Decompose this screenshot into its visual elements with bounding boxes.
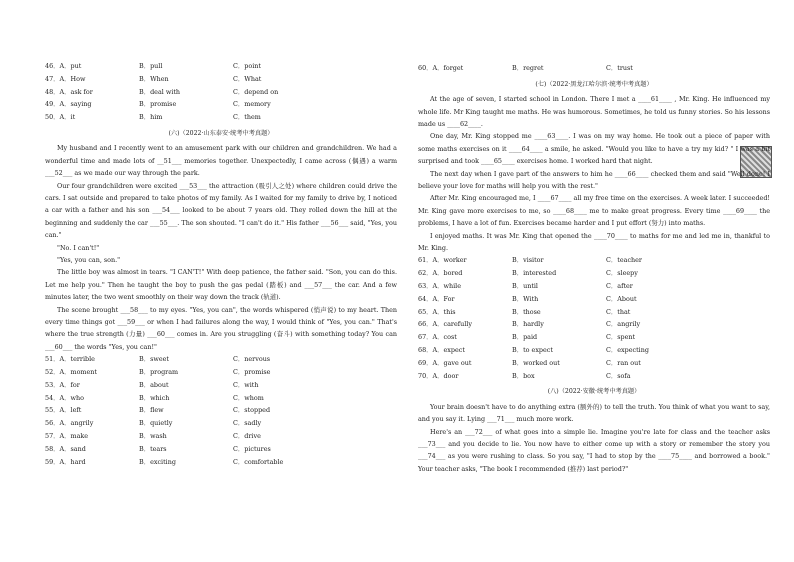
option-c: C．comfortable (233, 457, 284, 466)
option-c: C．that (606, 307, 631, 316)
option-c: C．What (233, 74, 262, 83)
option-a: 50．A．it (45, 113, 76, 122)
section-title-8: (八)（2022·安徽·统考中考真题） (547, 388, 641, 396)
options-list-51-59 (45, 353, 397, 468)
option-a: 55．A．left (45, 406, 82, 415)
option-a: 49．A．saying (45, 100, 92, 109)
option-a: 68．A．expect (418, 346, 465, 355)
option-b: B．pull (139, 62, 163, 70)
option-a: 54．A．who (45, 393, 84, 402)
options-list-61-70 (418, 254, 770, 382)
option-c: C．sadly (233, 419, 262, 428)
option-c: C．stopped (233, 406, 271, 415)
option-row (45, 392, 397, 405)
option-a: 62．A．bored (418, 269, 463, 278)
option-b: B．sweet (139, 355, 169, 364)
option-b: B．tears (139, 444, 167, 453)
option-row (45, 111, 397, 124)
option-row (418, 254, 770, 267)
option-c: C．memory (233, 100, 271, 109)
option-row (45, 73, 397, 86)
option-c: C．drive (233, 432, 261, 441)
option-a: 52．A．moment (45, 368, 97, 377)
option-b: B．which (139, 393, 170, 402)
option-c: C．after (606, 282, 633, 291)
option-row (45, 98, 397, 111)
option-row (418, 267, 770, 280)
option-c: C．teacher (606, 256, 642, 265)
passage-paragraph: "No. I can't!" (57, 243, 100, 252)
option-row (45, 430, 397, 443)
option-a: 63．A．while (418, 282, 461, 291)
option-b: B．With (512, 294, 539, 303)
option-b: B．program (139, 368, 179, 377)
passage-paragraph: Your brain doesn't have to do anything extra (额外的) to tell the truth. You think of what you want to say, and you say it. Lying ___71___ much more work. (418, 402, 770, 424)
option-row (45, 404, 397, 417)
option-a: 61．A．worker (418, 256, 467, 265)
option-b: B．flew (139, 406, 164, 415)
option-b: B．quietly (139, 419, 173, 428)
option-c: C．sofa (606, 371, 631, 380)
option-c: C．pictures (233, 444, 271, 453)
left-column (45, 60, 397, 468)
option-b: B．box (512, 371, 535, 380)
section-title-7: (七)（2022·黑龙江哈尔滨·统考中考真题） (535, 80, 653, 88)
option-row (45, 456, 397, 469)
option-b: B．deal with (139, 87, 181, 96)
option-c: C．them (233, 113, 261, 122)
option-a: 70．A．door (418, 371, 459, 380)
passage-8 (418, 401, 770, 475)
option-row (418, 280, 770, 293)
passage-paragraph: I enjoyed maths. It was Mr. King that opened the ____70____ to maths for me and led me in, thankful to Mr. King. (418, 231, 770, 253)
option-row (45, 60, 397, 73)
option-b: B．paid (512, 333, 538, 342)
option-b: B．him (139, 113, 163, 122)
passage-paragraph: The next day when I gave part of the answers to him he ____66____ checked them and said "Well done! I believe your love for maths will help you with the rest." (418, 169, 770, 191)
option-b: B．hardly (512, 320, 544, 329)
option-a: 64．A．For (418, 294, 455, 303)
option-row (45, 417, 397, 430)
option-a: 56．A．angrily (45, 419, 94, 428)
option-c: C．spent (606, 333, 636, 342)
option-b: B．promise (139, 100, 177, 109)
option-row (418, 344, 770, 357)
option-c: C．whom (233, 393, 264, 402)
option-row (45, 353, 397, 366)
option-c: C．promise (233, 368, 271, 377)
option-c: C．nervous (233, 355, 271, 364)
option-a: 57．A．make (45, 432, 89, 441)
right-column (418, 62, 770, 475)
option-b: B．interested (512, 269, 557, 278)
passage-paragraph: Our four grandchildren were excited ___53___ the attraction (吸引人之处) where children could drive the cars. I sat outside and prepared to take photos of my family. As I waited for my family to drive by, I noticed a car with a father and his son ___54___ looked to be about 7 years old. They rolled down the hill at the beginning and suddenly the car ___55___. The son shouted. "I can't do it." His father ___56___ said, "Yes, you can." (45, 181, 397, 240)
option-b: B．those (512, 307, 541, 316)
option-a: 51．A．terrible (45, 355, 95, 364)
option-a: 65．A．this (418, 307, 456, 316)
option-row (45, 86, 397, 99)
option-row (418, 331, 770, 344)
option-c: C．sleepy (606, 269, 638, 278)
option-c: C．expecting (606, 346, 649, 355)
option-a: 66．A．carefully (418, 320, 472, 329)
option-row (418, 318, 770, 331)
option-row-60: 60．A．forget B．regret C．trust (418, 64, 633, 72)
section-title-6: (六)（2022·山东泰安·统考中考真题） (168, 129, 274, 137)
passage-paragraph: Here's an ___72___ of what goes into a simple lie. Imagine you're late for class and the teacher asks ___73___ and you decide to lie. You now have to either come up with a story or remember the story you ___74___ as you were rushing to class. So you say, "I had to stop by the ____75____ and borrowed a book." Your teacher asks, "The book I recommended (推荐) last period?" (418, 427, 770, 473)
option-b: B．visitor (512, 256, 544, 265)
options-list-46-50 (45, 60, 397, 124)
option-row (45, 443, 397, 456)
option-c: C．angrily (606, 320, 641, 329)
option-b: B．worked out (512, 358, 560, 367)
option-b: B．When (139, 74, 169, 83)
passage-6 (45, 142, 397, 353)
option-b: B．until (512, 282, 538, 291)
option-row (45, 379, 397, 392)
option-row (418, 370, 770, 383)
option-c: C．point (233, 62, 261, 70)
option-b: B．exciting (139, 457, 176, 466)
option-a: 48．A．ask for (45, 87, 93, 96)
option-a: 46．A．put (45, 62, 82, 70)
passage-paragraph: After Mr. King encouraged me, I ____67____ all my free time on the exercises. A week later. I succeeded! Mr. King gave more exercises to me, so ____68____ me to make great progress. Every time ____69____ the problems, I have a lot of fun. Exercises became harder and I put effort (努力) into maths. (418, 194, 770, 228)
option-a: 53．A．for (45, 380, 80, 389)
option-row (45, 366, 397, 379)
passage-paragraph: One day, Mr. King stopped me ____63____. I was on my way home. He took out a piece of paper with some maths exercises on it ____64____ a smile, he asked. "Would you like to have a try my kid? " I was a bit surprised and took ____65____ exercises home. I worked hard that night. (418, 132, 770, 166)
option-b: B．wash (139, 432, 167, 441)
option-row (418, 357, 770, 370)
option-c: C．with (233, 380, 259, 389)
passage-paragraph: The scene brought ___58___ to my eyes. "Yes, you can", the words whispered (悄声说) to my heart. Then every time things got ___59___ or when I had failures along the way, I would think of "Yes, you can." That's where the true strength (力量) ___60___ comes in. Are you struggling (奋斗) with something today? You can ___60___ the words "Yes, you can!" (45, 305, 397, 351)
passage-paragraph: At the age of seven, I started school in London. There I met a ____61____ , Mr. King. He influenced my whole life. Mr King taught me maths. He was humorous. Sometimes, he told us funny stories. So his lessons made us ____62____. (418, 95, 770, 129)
option-b: B．about (139, 380, 169, 389)
option-c: C．About (606, 294, 637, 303)
option-row (418, 293, 770, 306)
passage-paragraph: "Yes, you can, son." (57, 256, 121, 265)
option-c: C．depend on (233, 87, 279, 96)
option-b: B．to expect (512, 346, 553, 355)
passage-paragraph: The little boy was almost in tears. "I CAN'T!" With deep patience, the father said. "Son, you can do this. Let me help you." Then he taught the boy to push the gas pedal (踏板) and ___57___ the car. And a few minutes later, the two went smoothly on their way down the track (轨道). (45, 268, 397, 302)
passage-7 (418, 93, 770, 254)
option-a: 59．A．hard (45, 457, 86, 466)
passage-paragraph: My husband and I recently went to an amusement park with our children and grandchildren. We had a wonderful time and made lots of __51___ memories together. Unexpectedly, I came across (偶遇) a warm ___52___ as we made our way through the park. (45, 144, 397, 178)
option-c: C．ran out (606, 358, 641, 367)
option-row (418, 306, 770, 319)
option-a: 67．A．cost (418, 333, 457, 342)
option-a: 69．A．gave out (418, 358, 472, 367)
option-a: 47．A．How (45, 74, 86, 83)
option-a: 58．A．sand (45, 444, 86, 453)
